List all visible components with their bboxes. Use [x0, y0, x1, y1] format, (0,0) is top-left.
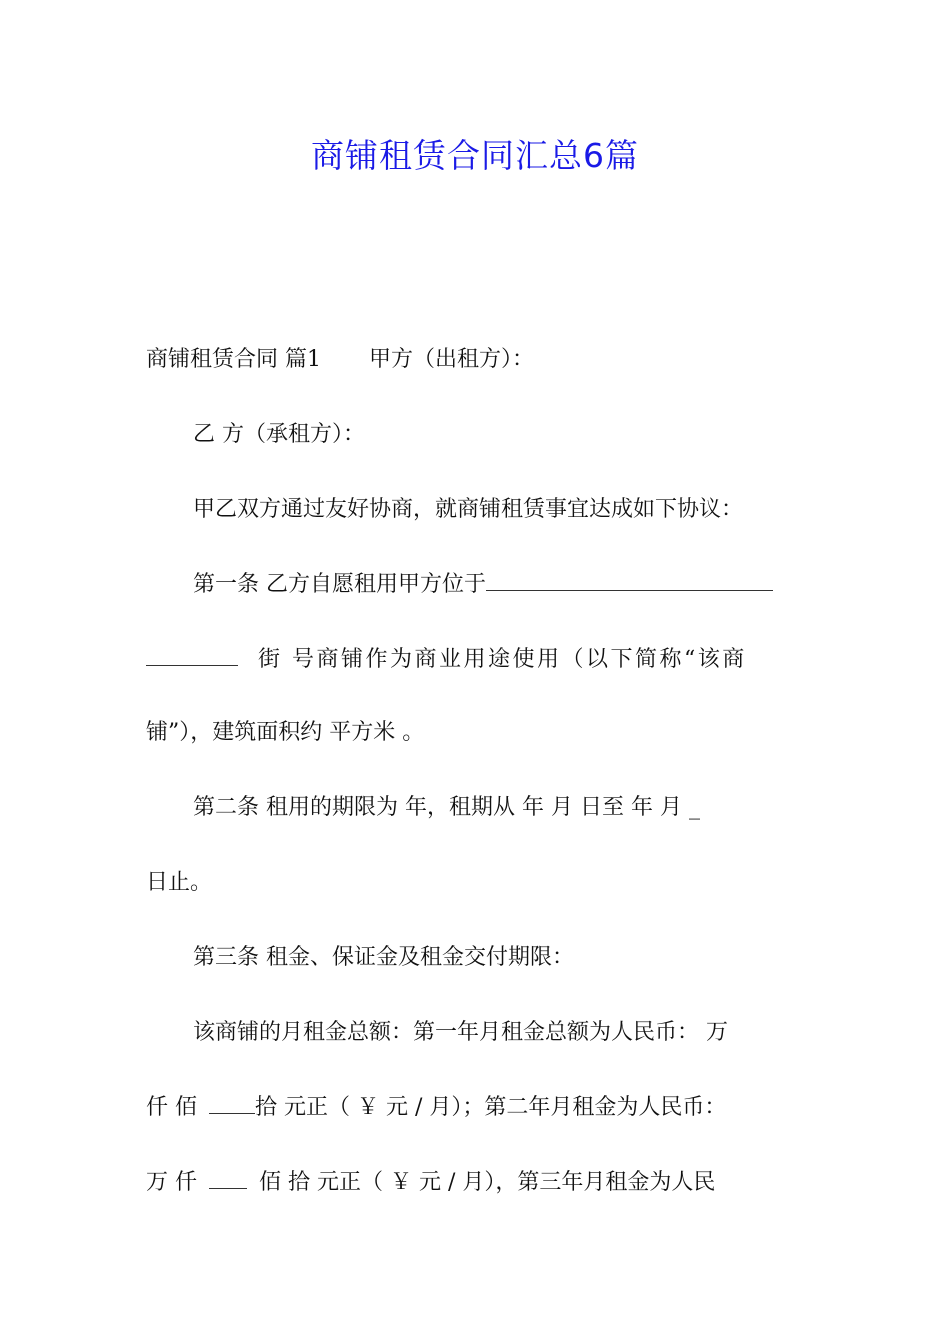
- article-three-line: 第三条 租金、保证金及租金交付期限：: [193, 945, 574, 970]
- rent-amount-line-2: [146, 1093, 806, 1123]
- rent-amount-line-1: 该商铺的月租金总额：第一年月租金总额为人民币： 万: [193, 1020, 728, 1045]
- agreement-intro: 甲乙双方通过友好协商，就商铺租赁事宜达成如下协议：: [193, 497, 744, 522]
- rent-amount-line-3: [146, 1168, 806, 1198]
- rent-blank-2: [209, 1168, 247, 1189]
- contract-section-title: 商铺租赁合同 篇1: [146, 347, 321, 372]
- article-one-line: [193, 570, 806, 600]
- rent-text-2a: 仟 佰: [146, 1095, 197, 1120]
- article-two-line: 第二条 租用的期限为 年，租期从 年 月 日至 年 月 _: [193, 795, 700, 820]
- street-blank: [146, 645, 238, 666]
- rent-text-3b: 佰 拾 元正（ ￥ 元 / 月），第三年月租金为人民: [259, 1170, 716, 1195]
- document-title: 商铺租赁合同汇总6篇: [311, 136, 639, 175]
- article-one-continued: [146, 645, 806, 675]
- contract-heading-line: [146, 345, 806, 375]
- article-one-text: 第一条 乙方自愿租用甲方位于: [193, 572, 486, 597]
- rent-text-2b: 拾 元正（ ￥ 元 / 月）；第二年月租金为人民币：: [255, 1095, 727, 1120]
- floor-area-line: 铺”），建筑面积约 平方米 。: [146, 720, 425, 745]
- article-two-continued: 日止。: [146, 870, 213, 895]
- rent-text-3a: 万 仟: [146, 1170, 197, 1195]
- address-blank: [486, 570, 773, 591]
- article-one-text-2: 街 号商铺作为商业用途使用（以下简称“该商: [258, 647, 747, 672]
- rent-blank-1: [209, 1093, 255, 1114]
- party-b-line: 乙 方（承租方）：: [193, 422, 365, 447]
- party-a-label: 甲方（出租方）：: [369, 347, 535, 372]
